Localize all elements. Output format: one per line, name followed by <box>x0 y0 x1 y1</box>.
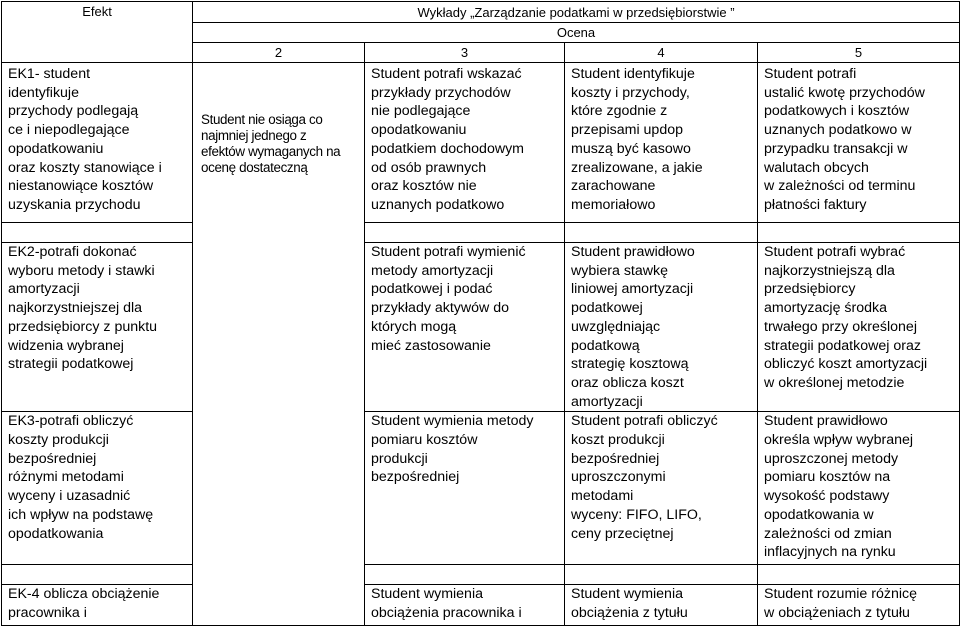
grade-3-cell: Student wymienia obciążenia pracownika i <box>365 585 565 626</box>
grade-3-cell: Student potrafi wymienić metody amortyzacji podatkowej i podać przykłady aktywów do których mogą mieć zastosowanie <box>365 243 565 412</box>
table-row <box>2 412 960 565</box>
grade-header-5: 5 <box>758 43 960 63</box>
grade-5-cell: Student prawidłowo określa wpływ wybranej uproszczonej metody pomiaru kosztów na wysokość podstawy opodatkowania w zależności od zmian inflacyjnych na rynku <box>758 412 960 565</box>
grade-4-cell: Student wymienia obciążenia z tytułu <box>565 585 758 626</box>
grade-2-cell <box>193 243 365 412</box>
grade-2-cell <box>193 412 365 565</box>
header-row-title <box>2 2 960 23</box>
ocena-header: Ocena <box>193 23 960 43</box>
grade-header-2: 2 <box>193 43 365 63</box>
grade-2-cell: Student nie osiąga co najmniej jednego z efektów wymaganych na ocenę dostateczną <box>193 63 365 223</box>
efekt-cell: EK2-potrafi dokonać wyboru metody i stawki amortyzacji najkorzystniejszej dla przedsiębiorcy z punktu widzenia wybranej strategii podatkowej <box>2 243 193 412</box>
spacer-row <box>2 565 960 585</box>
grade-4-cell: Student identyfikuje koszty i przychody, które zgodnie z przepisami updop muszą być kasowo zrealizowane, a jakie zarachowane memoriałowo <box>565 63 758 223</box>
efekt-cell: EK3-potrafi obliczyć koszty produkcji bezpośredniej różnymi metodami wyceny i uzasadnić ich wpływ na podstawę opodatkowania <box>2 412 193 565</box>
grade-header-4: 4 <box>565 43 758 63</box>
efekt-cell: EK1- student identyfikuje przychody podlegają ce i niepodlegające opodatkowaniu oraz koszty stanowiące i niestanowiące kosztów uzyskania przychodu <box>2 63 193 223</box>
grade-5-cell: Student potrafi ustalić kwotę przychodów podatkowych i kosztów uznanych podatkowo w przypadku transakcji w walutach obcych w zależności od terminu płatności faktury <box>758 63 960 223</box>
efekt-cell: EK-4 oblicza obciążenie pracownika i <box>2 585 193 626</box>
grade-3-cell: Student potrafi wskazać przykłady przychodów nie podlegające opodatkowaniu podatkiem dochodowym od osób prawnych oraz kosztów nie uznanych podatkowo <box>365 63 565 223</box>
grading-table <box>1 1 960 626</box>
grade-4-cell: Student potrafi obliczyć koszt produkcji bezpośredniej uproszczonymi metodami wyceny: FIFO, LIFO, ceny przeciętnej <box>565 412 758 565</box>
table-row <box>2 585 960 626</box>
grade-5-cell: Student potrafi wybrać najkorzystniejszą dla przedsiębiorcy amortyzację środka trwałego przy określonej strategii podatkowej oraz obliczyć koszt amortyzacji w określonej metodzie <box>758 243 960 412</box>
table-row <box>2 243 960 412</box>
grade-3-cell: Student wymienia metody pomiaru kosztów produkcji bezpośredniej <box>365 412 565 565</box>
efekt-header: Efekt <box>2 2 193 63</box>
table-row <box>2 63 960 223</box>
grade-4-cell: Student prawidłowo wybiera stawkę liniowej amortyzacji podatkowej uwzględniając podatkową strategię kosztową oraz oblicza koszt amortyzacji <box>565 243 758 412</box>
grade-2-cell <box>193 585 365 626</box>
grade-5-cell: Student rozumie różnicę w obciążeniach z tytułu <box>758 585 960 626</box>
table-title: Wykłady „Zarządzanie podatkami w przedsiębiorstwie ” <box>193 2 960 23</box>
spacer-row <box>2 223 960 243</box>
grade-header-3: 3 <box>365 43 565 63</box>
